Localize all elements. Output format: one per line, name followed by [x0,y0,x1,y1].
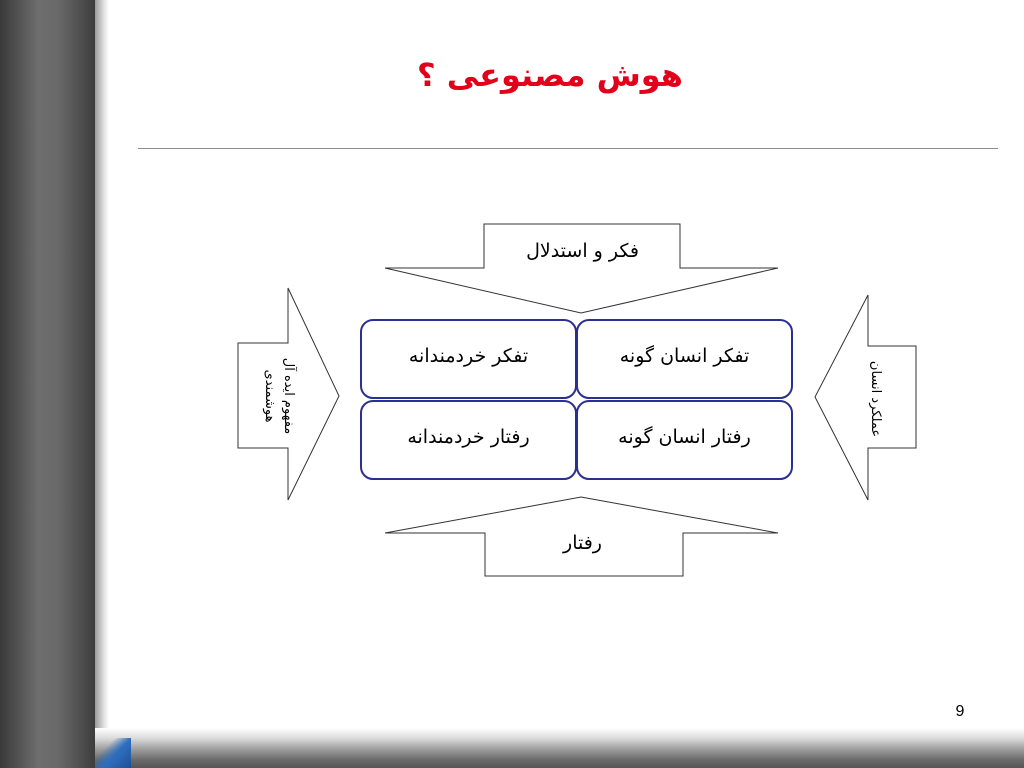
cell-human-acting: رفتار انسان گونه [618,426,751,448]
left-arrow-label-line2: هوشمندی [262,369,277,423]
cell-human-thinking: تفکر انسان گونه [619,345,750,367]
slide-number: 9 [955,703,965,720]
right-arrow-label: عملکرد انسان [868,360,883,438]
cell-rational-acting: رفتار خردمندانه [407,426,530,448]
top-arrow [385,224,778,313]
left-arrow-label-line1: مفهوم ایده آل [281,357,296,435]
left-arrow-label [248,321,298,471]
bottom-arrow-label: رفتار [563,532,602,554]
slide-title: هوش مصنوعی ؟ [417,56,683,94]
top-arrow-label: فکر و استدلال [526,240,639,262]
cell-rational-thinking: تفکر خردمندانه [408,345,529,367]
